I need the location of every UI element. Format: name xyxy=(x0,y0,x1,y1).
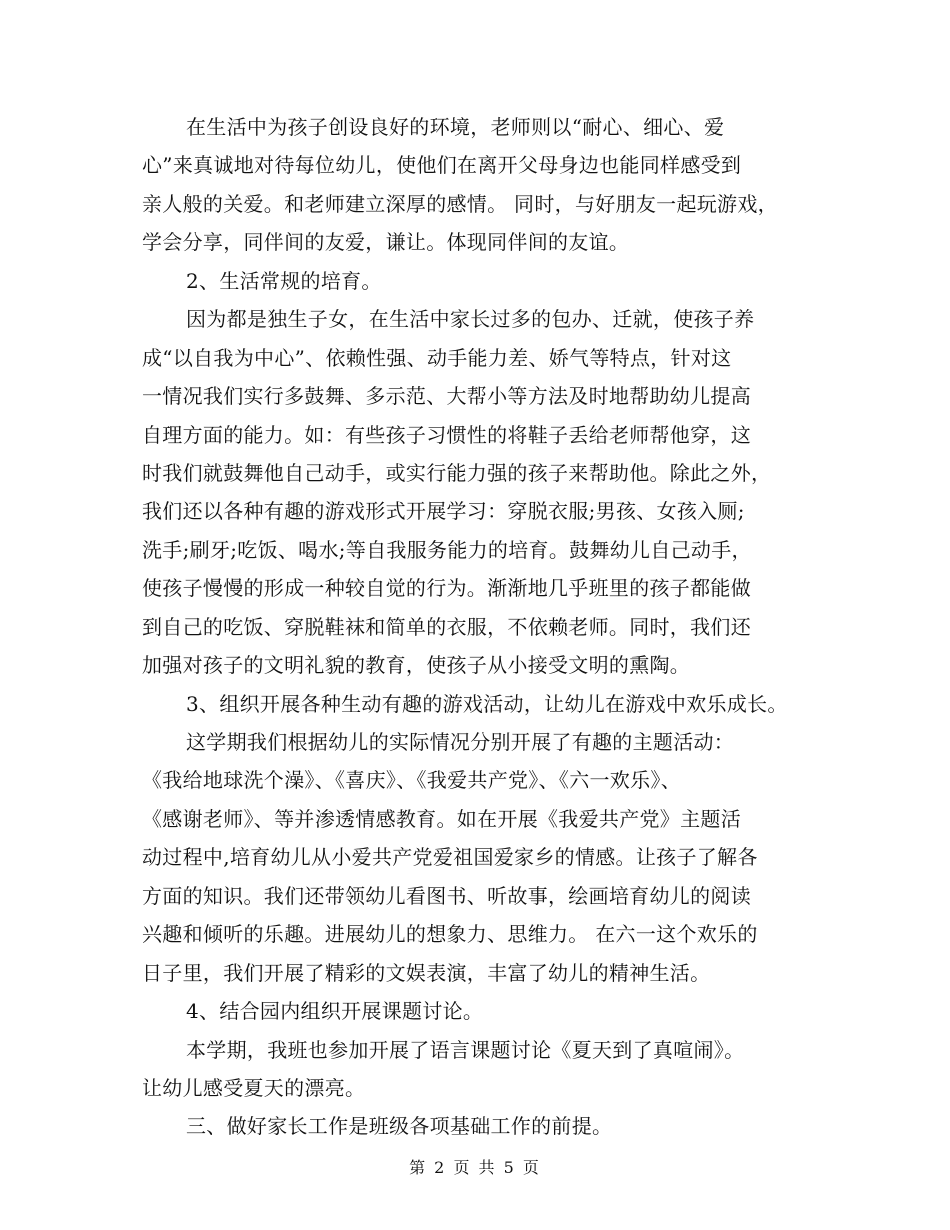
paragraph-line: 因为都是独生子女，在生活中家长过多的包办、迁就，使孩子养 xyxy=(186,307,755,332)
paragraph-line: 让幼儿感受夏天的漂亮。 xyxy=(142,1075,366,1100)
paragraph-line: 一情况我们实行多鼓舞、多示范、大帮小等方法及时地帮助幼儿提高 xyxy=(142,384,751,409)
paragraph-line: 亲人般的关爱。和老师建立深厚的感情。 同时，与好朋友一起玩游戏， xyxy=(142,191,778,216)
paragraph-line: 到自己的吃饭、穿脱鞋袜和简单的衣服，不依赖老师。同时，我们还 xyxy=(142,614,751,639)
paragraph-line: 方面的知识。我们还带领幼儿看图书、听故事，绘画培育幼儿的阅读 xyxy=(142,883,751,908)
paragraph-line: 时我们就鼓舞他自己动手，或实行能力强的孩子来帮助他。除此之外， xyxy=(142,460,772,485)
paragraph-line: 洗手;刷牙;吃饭、喝水;等自我服务能力的培育。鼓舞幼儿自己动手， xyxy=(142,537,752,562)
paragraph-line: 在生活中为孩子创设良好的环境，老师则以“耐心、细心、爱 xyxy=(186,115,725,139)
section-heading: 4、结合园内组织开展课题讨论。 xyxy=(186,999,484,1024)
paragraph-line: 加强对孩子的文明礼貌的教育，使孩子从小接受文明的熏陶。 xyxy=(142,653,691,678)
document-body xyxy=(142,108,822,1146)
paragraph-line: 心”来真诚地对待每位幼儿，使他们在离开父母身边也能同样感受到 xyxy=(142,153,742,178)
paragraph-line: 使孩子慢慢的形成一种较自觉的行为。渐渐地几乎班里的孩子都能做 xyxy=(142,576,751,601)
paragraph-line: 动过程中,培育幼儿从小爱共产党爱祖国爱家乡的情感。让孩子了解各 xyxy=(142,845,758,870)
paragraph-line: 自理方面的能力。如：有些孩子习惯性的将鞋子丢给老师帮他穿，这 xyxy=(142,422,751,447)
paragraph-line: 学会分享，同伴间的友爱，谦让。体现同伴间的友谊。 xyxy=(142,230,630,255)
paragraph-line: 日子里，我们开展了精彩的文娱表演，丰富了幼儿的精神生活。 xyxy=(142,960,711,985)
paragraph-line: 《我给地球洗个澡》、《喜庆》、《我爱共产党》、《六一欢乐》、 xyxy=(142,768,681,793)
section-heading: 2、生活常规的培育。 xyxy=(186,268,382,293)
paragraph-line: 这学期我们根据幼儿的实际情况分别开展了有趣的主题活动： xyxy=(186,730,735,754)
section-heading: 3、组织开展各种生动有趣的游戏活动，让幼儿在游戏中欢乐成长。 xyxy=(186,691,788,716)
paragraph-line: 《感谢老师》、等并渗透情感教育。如在开展《我爱共产党》主题活 xyxy=(142,806,741,831)
page-footer: 第 2 页 共 5 页 xyxy=(409,1158,541,1177)
paragraph-line: 本学期，我班也参加开展了语言课题讨论《夏天到了真喧闹》。 xyxy=(186,1037,745,1062)
paragraph-line: 兴趣和倾听的乐趣。进展幼儿的想象力、思维力。 在六一这个欢乐的 xyxy=(142,922,758,947)
paragraph-line: 成“以自我为中心”、依赖性强、动手能力差、娇气等特点，针对这 xyxy=(142,345,732,370)
section-heading: 三、做好家长工作是班级各项基础工作的前提。 xyxy=(186,1114,613,1139)
paragraph-line: 我们还以各种有趣的游戏形式开展学习：穿脱衣服;男孩、女孩入厕; xyxy=(142,499,745,524)
